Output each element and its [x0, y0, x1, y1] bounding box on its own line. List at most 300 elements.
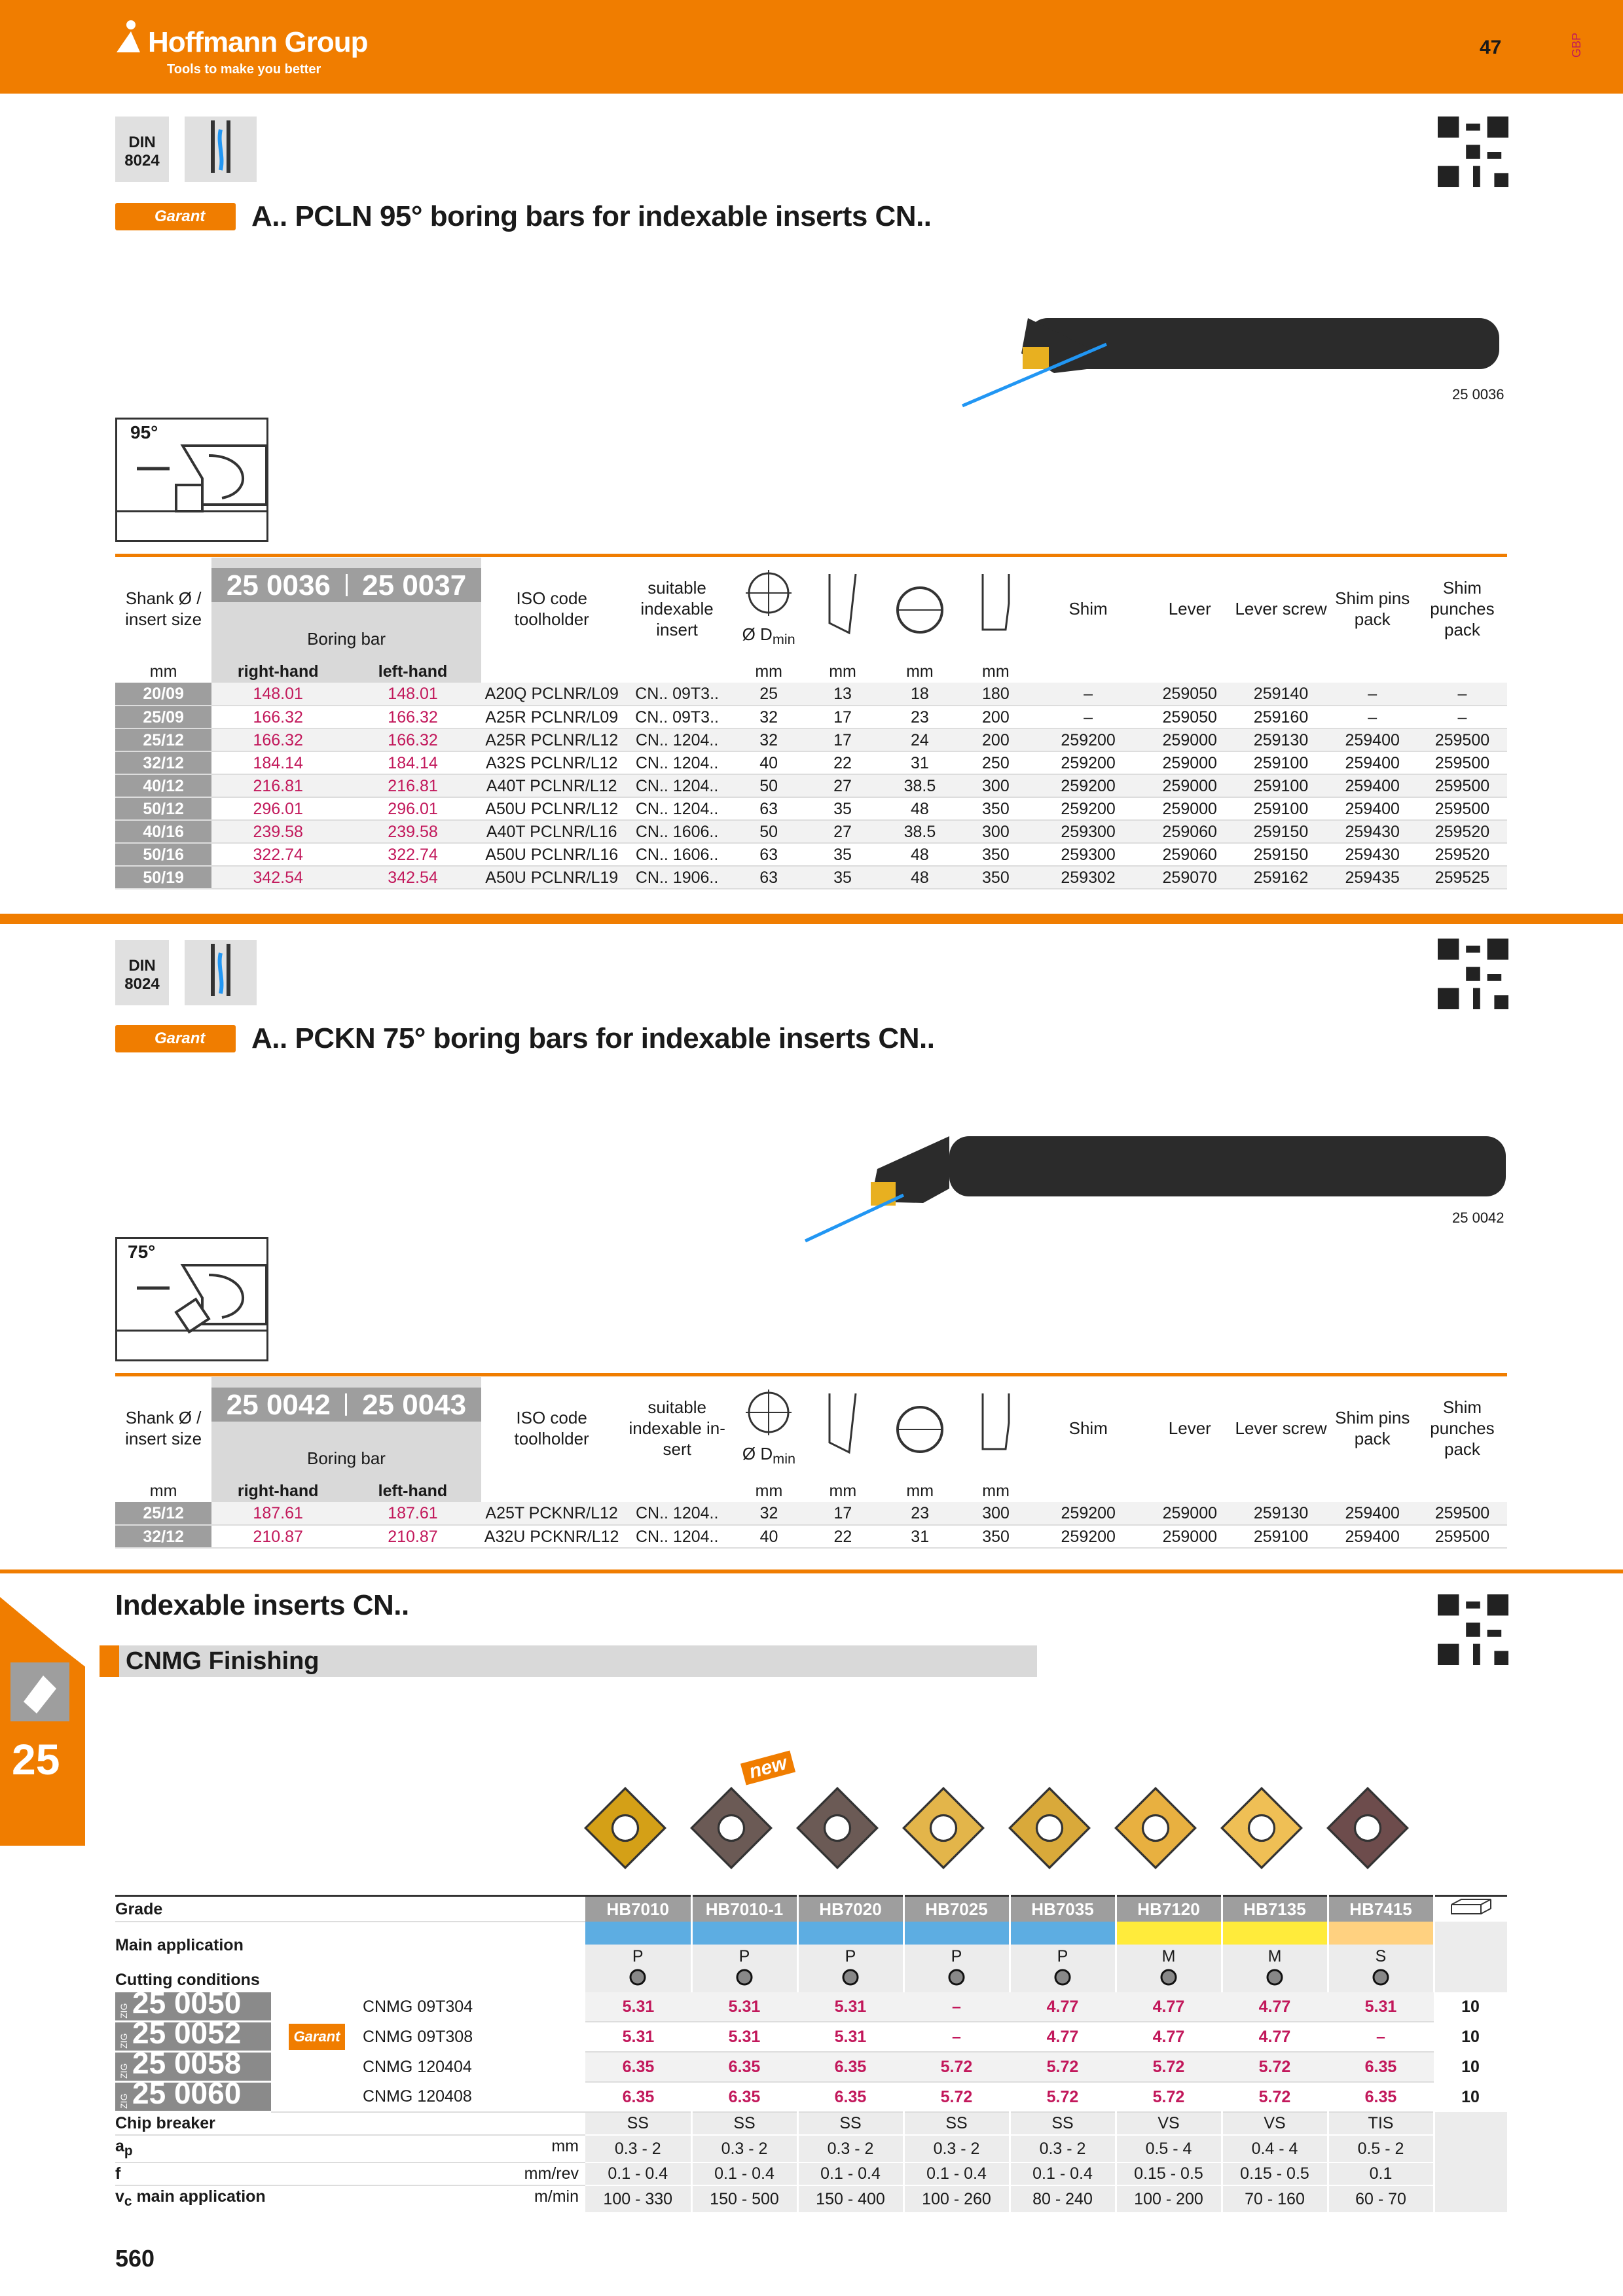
application-value: S — [1328, 1945, 1434, 1967]
cell: 259100 — [1235, 797, 1328, 820]
table-row — [115, 1502, 1507, 1525]
cell: 259200 — [1031, 1525, 1145, 1548]
cell: 259400 — [1328, 774, 1417, 797]
price-left: 216.81 — [344, 774, 481, 797]
application-value: M — [1222, 1945, 1328, 1967]
value: 0.1 - 0.4 — [903, 2162, 1010, 2185]
price: 5.72 — [1222, 2082, 1328, 2112]
application-value: M — [1116, 1945, 1222, 1967]
product-row — [115, 1992, 1507, 2022]
cell: 300 — [960, 820, 1032, 843]
hdr-dmin: Ø $D_{min}$ — [732, 558, 806, 660]
price: 6.35 — [797, 2052, 903, 2082]
product-code: CNMG 120408 — [363, 2087, 472, 2106]
product-row — [115, 2052, 1507, 2082]
ap-row — [115, 2135, 1507, 2162]
cell: 17 — [806, 728, 880, 751]
price: 4.77 — [1116, 1992, 1222, 2022]
product-code: CNMG 09T304 — [363, 1998, 473, 2017]
hoffmann-logo-icon — [115, 18, 141, 54]
din-number: 8024 — [124, 152, 160, 170]
application-value: P — [585, 1945, 691, 1967]
hdr-punches: Shim punches pack — [1430, 1397, 1495, 1459]
brand-tagline: Tools to make you better — [167, 62, 321, 77]
application-color — [1328, 1922, 1434, 1945]
section-divider — [0, 914, 1623, 924]
price: 6.35 — [585, 2052, 691, 2082]
cell: A50U PCLNR/L16 — [481, 843, 623, 866]
cell: – — [1328, 706, 1417, 728]
cell: 259000 — [1145, 751, 1235, 774]
length-icon — [976, 571, 1015, 643]
cell: 259060 — [1145, 820, 1235, 843]
application-color-row — [115, 1922, 1507, 1945]
value: 0.5 - 4 — [1116, 2135, 1222, 2162]
price: 5.31 — [585, 1992, 691, 2022]
cell: 350 — [960, 843, 1032, 866]
price-right: 216.81 — [211, 774, 344, 797]
cell: 350 — [960, 1525, 1032, 1548]
product-code: CNMG 120404 — [363, 2057, 472, 2076]
cell: 259070 — [1145, 866, 1235, 889]
value: SS — [1010, 2112, 1116, 2135]
cell: 259200 — [1031, 797, 1145, 820]
hdr-pins: Shim pins pack — [1335, 588, 1410, 629]
value: SS — [691, 2112, 797, 2135]
grade-hb7415: HB7415 — [1328, 1896, 1434, 1922]
cutting-row — [115, 1967, 1507, 1992]
cell: – — [1417, 683, 1507, 706]
vc-row-label: $v_c$ main application m/min — [115, 2185, 585, 2212]
price: 5.72 — [1116, 2052, 1222, 2082]
cell: 259400 — [1328, 1525, 1417, 1548]
application-color — [1010, 1922, 1116, 1945]
angle-diagram — [115, 418, 268, 542]
cell: A20Q PCLNR/L09 — [481, 683, 623, 706]
value: 0.3 - 2 — [691, 2135, 797, 2162]
insert-image-icon — [901, 1785, 986, 1871]
price: 4.77 — [1222, 2022, 1328, 2052]
price: 5.31 — [585, 2022, 691, 2052]
value: 0.15 - 0.5 — [1222, 2162, 1328, 2185]
catalog-number: ZIG 25 0052 — [115, 2022, 271, 2052]
price-right: 322.74 — [211, 843, 344, 866]
new-badge: new — [740, 1750, 795, 1785]
cell: A25T PCKNR/L12 — [481, 1502, 623, 1525]
insert-image-icon — [689, 1785, 774, 1871]
insert-image-icon — [1113, 1785, 1198, 1871]
shank-size: 50/16 — [115, 843, 211, 866]
pcln-table — [115, 558, 1507, 889]
price: 5.72 — [903, 2082, 1010, 2112]
hdr-dim2 — [880, 1377, 960, 1479]
garant-logo: Garant — [115, 1025, 236, 1052]
price: 5.72 — [1010, 2082, 1116, 2112]
insert-image-icon — [583, 1785, 668, 1871]
value: TIS — [1328, 2112, 1434, 2135]
cell: CN.. 1606.. — [623, 843, 732, 866]
image-product-number: 25 0036 — [1452, 386, 1504, 403]
cutting-condition-icon — [1222, 1967, 1328, 1992]
value: 0.4 - 4 — [1222, 2135, 1328, 2162]
angle-label: 95° — [130, 422, 158, 442]
price-right: 166.32 — [211, 728, 344, 751]
hdr-screw: Lever screw — [1235, 599, 1327, 619]
cell: 48 — [879, 843, 960, 866]
cell: 259435 — [1328, 866, 1417, 889]
table-row — [115, 866, 1507, 889]
cell: 40 — [732, 1525, 806, 1548]
cell: 259200 — [1031, 1502, 1145, 1525]
shank-size: 25/09 — [115, 706, 211, 728]
cell: 48 — [879, 797, 960, 820]
price-right: 148.01 — [211, 683, 344, 706]
section-title: A.. PCLN 95° boring bars for indexable inserts CN.. — [251, 200, 932, 232]
chip-breaker-row — [115, 2112, 1507, 2135]
grade-hb7120: HB7120 — [1116, 1896, 1222, 1922]
cell: 250 — [960, 751, 1032, 774]
insert-image-icon — [795, 1785, 880, 1871]
cell: 259200 — [1031, 728, 1145, 751]
price: 4.77 — [1010, 1992, 1116, 2022]
cell: 300 — [960, 1502, 1032, 1525]
cell: 50 — [732, 820, 806, 843]
product-code: CNMG 09T308 — [363, 2027, 473, 2046]
cell: 259500 — [1417, 1525, 1507, 1548]
price: 6.35 — [797, 2082, 903, 2112]
hdr-punches: Shim punches pack — [1430, 578, 1495, 639]
offset-icon — [823, 1390, 862, 1462]
price: 5.72 — [1116, 2082, 1222, 2112]
ap-row-label: $a_p$ mm — [115, 2135, 585, 2162]
hdr-screw: Lever screw — [1235, 1418, 1327, 1438]
table-row — [115, 683, 1507, 706]
boring-bar-image — [949, 308, 1512, 412]
cell: A25R PCLNR/L09 — [481, 706, 623, 728]
price: 6.35 — [1328, 2082, 1434, 2112]
cell: 13 — [806, 683, 880, 706]
table-row — [115, 728, 1507, 751]
language-code: GBP — [1570, 32, 1583, 58]
cell: 38.5 — [879, 774, 960, 797]
cell: 300 — [960, 774, 1032, 797]
unit-row: mm right-hand left-hand mm mm mm mm — [115, 1479, 1507, 1502]
price: 6.35 — [691, 2052, 797, 2082]
cell: 259400 — [1328, 1502, 1417, 1525]
hdr-lever: Lever — [1168, 599, 1211, 619]
grade-hb7135: HB7135 — [1222, 1896, 1328, 1922]
hdr-dim2 — [879, 558, 960, 660]
catalog-left: 25 0037 — [362, 569, 467, 602]
value: VS — [1116, 2112, 1222, 2135]
hdr-insert: suitable indexable insert — [640, 578, 714, 639]
garant-cell — [271, 2082, 363, 2112]
pack-size: 10 — [1461, 1998, 1480, 2017]
table-top-rule — [115, 1373, 1507, 1376]
cell: CN.. 1204.. — [623, 728, 732, 751]
cell: 259100 — [1235, 1525, 1328, 1548]
value: 100 - 200 — [1116, 2185, 1222, 2212]
value: 70 - 160 — [1222, 2185, 1328, 2212]
hdr-boring-bar: 25 0042 25 0043 Boring bar — [211, 1377, 481, 1479]
application-color — [585, 1922, 691, 1945]
table-row — [115, 774, 1507, 797]
cell: A32U PCKNR/L12 — [481, 1525, 623, 1548]
cutting-condition-icon — [585, 1967, 691, 1992]
price: 5.31 — [691, 1992, 797, 2022]
application-value: P — [903, 1945, 1010, 1967]
price-right: 296.01 — [211, 797, 344, 820]
cell: CN.. 09T3.. — [623, 683, 732, 706]
footer-page-number: 560 — [115, 2245, 155, 2272]
diameter-icon — [890, 571, 949, 643]
value: SS — [797, 2112, 903, 2135]
garant-logo: Garant — [115, 203, 236, 230]
hdr-shank: Shank Ø / insert size — [125, 1408, 202, 1448]
value: 0.3 - 2 — [1010, 2135, 1116, 2162]
angle-label: 75° — [128, 1242, 156, 1262]
pckn-table-body — [115, 1502, 1507, 1548]
hdr-dmin: Ø $D_{min}$ — [732, 1377, 806, 1479]
cell: 259130 — [1235, 1502, 1328, 1525]
boring-bar-image — [792, 1130, 1512, 1247]
application-value: P — [797, 1945, 903, 1967]
value: 0.3 - 2 — [797, 2135, 903, 2162]
cell: 259000 — [1145, 1525, 1235, 1548]
hdr-iso: ISO code toolholder — [514, 1408, 589, 1448]
vc-row — [115, 2185, 1507, 2212]
cell: 259162 — [1235, 866, 1328, 889]
cell: 17 — [806, 706, 880, 728]
insert-image-icon — [1325, 1785, 1410, 1871]
application-value: P — [1010, 1945, 1116, 1967]
cell: 259000 — [1145, 1502, 1235, 1525]
table-row — [115, 797, 1507, 820]
hdr-lever: Lever — [1168, 1418, 1211, 1438]
cell: 259525 — [1417, 866, 1507, 889]
price-right: 184.14 — [211, 751, 344, 774]
cell: 63 — [732, 797, 806, 820]
application-color — [1116, 1922, 1222, 1945]
price: 5.72 — [903, 2052, 1010, 2082]
din-label: DIN — [128, 957, 156, 975]
cell: 22 — [806, 1525, 880, 1548]
din-badge — [115, 940, 169, 1005]
chip-breaker-row-label: Chip breaker — [115, 2112, 585, 2135]
cell: A40T PCLNR/L16 — [481, 820, 623, 843]
price-right: 166.32 — [211, 706, 344, 728]
garant-cell — [271, 2052, 363, 2082]
value: 0.1 — [1328, 2162, 1434, 2185]
catalog-number: ZIG 25 0058 — [115, 2052, 271, 2082]
cell: 259150 — [1235, 820, 1328, 843]
qr-code-icon[interactable] — [1438, 117, 1508, 187]
cell: A32S PCLNR/L12 — [481, 751, 623, 774]
cell: 259000 — [1145, 728, 1235, 751]
cell: 259150 — [1235, 843, 1328, 866]
subtitle-text: CNMG Finishing — [126, 1647, 319, 1675]
cell: 25 — [732, 683, 806, 706]
price: 5.31 — [691, 2022, 797, 2052]
value: 150 - 500 — [691, 2185, 797, 2212]
price-left: 239.58 — [344, 820, 481, 843]
cell: 259520 — [1417, 843, 1507, 866]
price: 5.31 — [1328, 1992, 1434, 2022]
cell: – — [1417, 706, 1507, 728]
cell: 50 — [732, 774, 806, 797]
product-row — [115, 2022, 1507, 2052]
cell: 259500 — [1417, 751, 1507, 774]
price-left: 187.61 — [344, 1502, 481, 1525]
cutting-condition-icon — [1328, 1967, 1434, 1992]
price-left: 210.87 — [344, 1525, 481, 1548]
qr-code-icon[interactable] — [1438, 1594, 1508, 1665]
cell: 259400 — [1328, 751, 1417, 774]
cell: – — [1031, 683, 1145, 706]
cutting-condition-icon — [691, 1967, 797, 1992]
hdr-dim1 — [806, 558, 880, 660]
cell: 23 — [879, 706, 960, 728]
table-row — [115, 820, 1507, 843]
cell: 259500 — [1417, 728, 1507, 751]
table-top-rule — [115, 554, 1507, 557]
value: 0.1 - 0.4 — [1010, 2162, 1116, 2185]
cell: 31 — [879, 751, 960, 774]
cell: 259130 — [1235, 728, 1328, 751]
value: 0.3 - 2 — [903, 2135, 1010, 2162]
cell: 27 — [806, 774, 880, 797]
cell: 22 — [806, 751, 880, 774]
length-icon — [976, 1390, 1015, 1462]
hdr-shim: Shim — [1068, 1418, 1108, 1438]
value: 0.15 - 0.5 — [1116, 2162, 1222, 2185]
cell: CN.. 1606.. — [623, 820, 732, 843]
catalog-right: 25 0036 — [226, 569, 331, 602]
catalog-left: 25 0043 — [362, 1389, 467, 1422]
value: SS — [903, 2112, 1010, 2135]
dmin-icon — [742, 1386, 795, 1439]
hdr-shank: Shank Ø / insert size — [125, 588, 202, 629]
value: SS — [585, 2112, 691, 2135]
garant-cell: Garant — [271, 2022, 363, 2052]
cell: 259100 — [1235, 774, 1328, 797]
cell: 48 — [879, 866, 960, 889]
cell: 38.5 — [879, 820, 960, 843]
cell: 27 — [806, 820, 880, 843]
qr-code-icon[interactable] — [1438, 939, 1508, 1009]
cell: A50U PCLNR/L12 — [481, 797, 623, 820]
shank-size: 40/12 — [115, 774, 211, 797]
hdr-dim3 — [960, 1377, 1032, 1479]
table-row — [115, 706, 1507, 728]
value: 60 - 70 — [1328, 2185, 1434, 2212]
cutting-label: Cutting conditions — [115, 1971, 260, 1989]
price: 6.35 — [585, 2082, 691, 2112]
shank-size: 50/12 — [115, 797, 211, 820]
cell: A50U PCLNR/L19 — [481, 866, 623, 889]
grade-hb7010-1: HB7010-1 — [691, 1896, 797, 1922]
section-divider — [0, 1570, 1623, 1573]
price: 5.72 — [1222, 2052, 1328, 2082]
value: 80 - 240 — [1010, 2185, 1116, 2212]
cell: A40T PCLNR/L12 — [481, 774, 623, 797]
product-row — [115, 2082, 1507, 2112]
din-label: DIN — [128, 134, 156, 151]
cell: 259050 — [1145, 706, 1235, 728]
din-number: 8024 — [124, 975, 160, 993]
cell: 180 — [960, 683, 1032, 706]
image-product-number: 25 0042 — [1452, 1210, 1504, 1226]
cell: 24 — [879, 728, 960, 751]
insert-images — [583, 1785, 1431, 1877]
cell: 63 — [732, 866, 806, 889]
table-row — [115, 843, 1507, 866]
cell: CN.. 1204.. — [622, 1525, 731, 1548]
pack-size: 10 — [1461, 2057, 1480, 2076]
cell: 31 — [880, 1525, 960, 1548]
cell: CN.. 1204.. — [623, 751, 732, 774]
cell: 259140 — [1235, 683, 1328, 706]
cell: 259200 — [1031, 751, 1145, 774]
cell: CN.. 1906.. — [623, 866, 732, 889]
cutting-condition-icon — [1010, 1967, 1116, 1992]
cell: 259060 — [1145, 843, 1235, 866]
grade-hb7025: HB7025 — [903, 1896, 1010, 1922]
price: – — [1328, 2022, 1434, 2052]
table-row — [115, 751, 1507, 774]
value: 150 - 400 — [797, 2185, 903, 2212]
cell: 350 — [960, 866, 1032, 889]
shank-size: 40/16 — [115, 820, 211, 843]
cell: 259000 — [1145, 797, 1235, 820]
price: – — [903, 2022, 1010, 2052]
price-left: 296.01 — [344, 797, 481, 820]
value: VS — [1222, 2112, 1328, 2135]
din-badge — [115, 117, 169, 182]
brand-name: Hoffmann Group — [148, 26, 368, 58]
cutting-condition-icon — [797, 1967, 903, 1992]
cutting-condition-icon — [903, 1967, 1010, 1992]
cell: 259430 — [1328, 820, 1417, 843]
garant-cell — [271, 1992, 363, 2022]
price-left: 166.32 — [344, 706, 481, 728]
cell: 259160 — [1235, 706, 1328, 728]
pcln-table-body — [115, 683, 1507, 889]
insert-image-icon — [1007, 1785, 1092, 1871]
cell: 259000 — [1145, 774, 1235, 797]
grade-hb7035: HB7035 — [1010, 1896, 1116, 1922]
boring-tool-icon — [185, 940, 257, 1005]
pack-size: 10 — [1461, 2027, 1480, 2046]
price: 6.35 — [691, 2082, 797, 2112]
hdr-shim: Shim — [1068, 599, 1108, 619]
cell: CN.. 1204.. — [623, 774, 732, 797]
cell: 40 — [732, 751, 806, 774]
f-row — [115, 2162, 1507, 2185]
diameter-icon — [890, 1390, 949, 1462]
value: 100 - 330 — [585, 2185, 691, 2212]
cell: 17 — [806, 1502, 880, 1525]
cell: 200 — [960, 706, 1032, 728]
application-color — [903, 1922, 1010, 1945]
price-left: 342.54 — [344, 866, 481, 889]
chapter-tab — [0, 1597, 85, 1846]
value: 0.1 - 0.4 — [691, 2162, 797, 2185]
cell: – — [1328, 683, 1417, 706]
value: 0.5 - 2 — [1328, 2135, 1434, 2162]
cell: 23 — [880, 1502, 960, 1525]
angle-diagram — [115, 1237, 268, 1361]
